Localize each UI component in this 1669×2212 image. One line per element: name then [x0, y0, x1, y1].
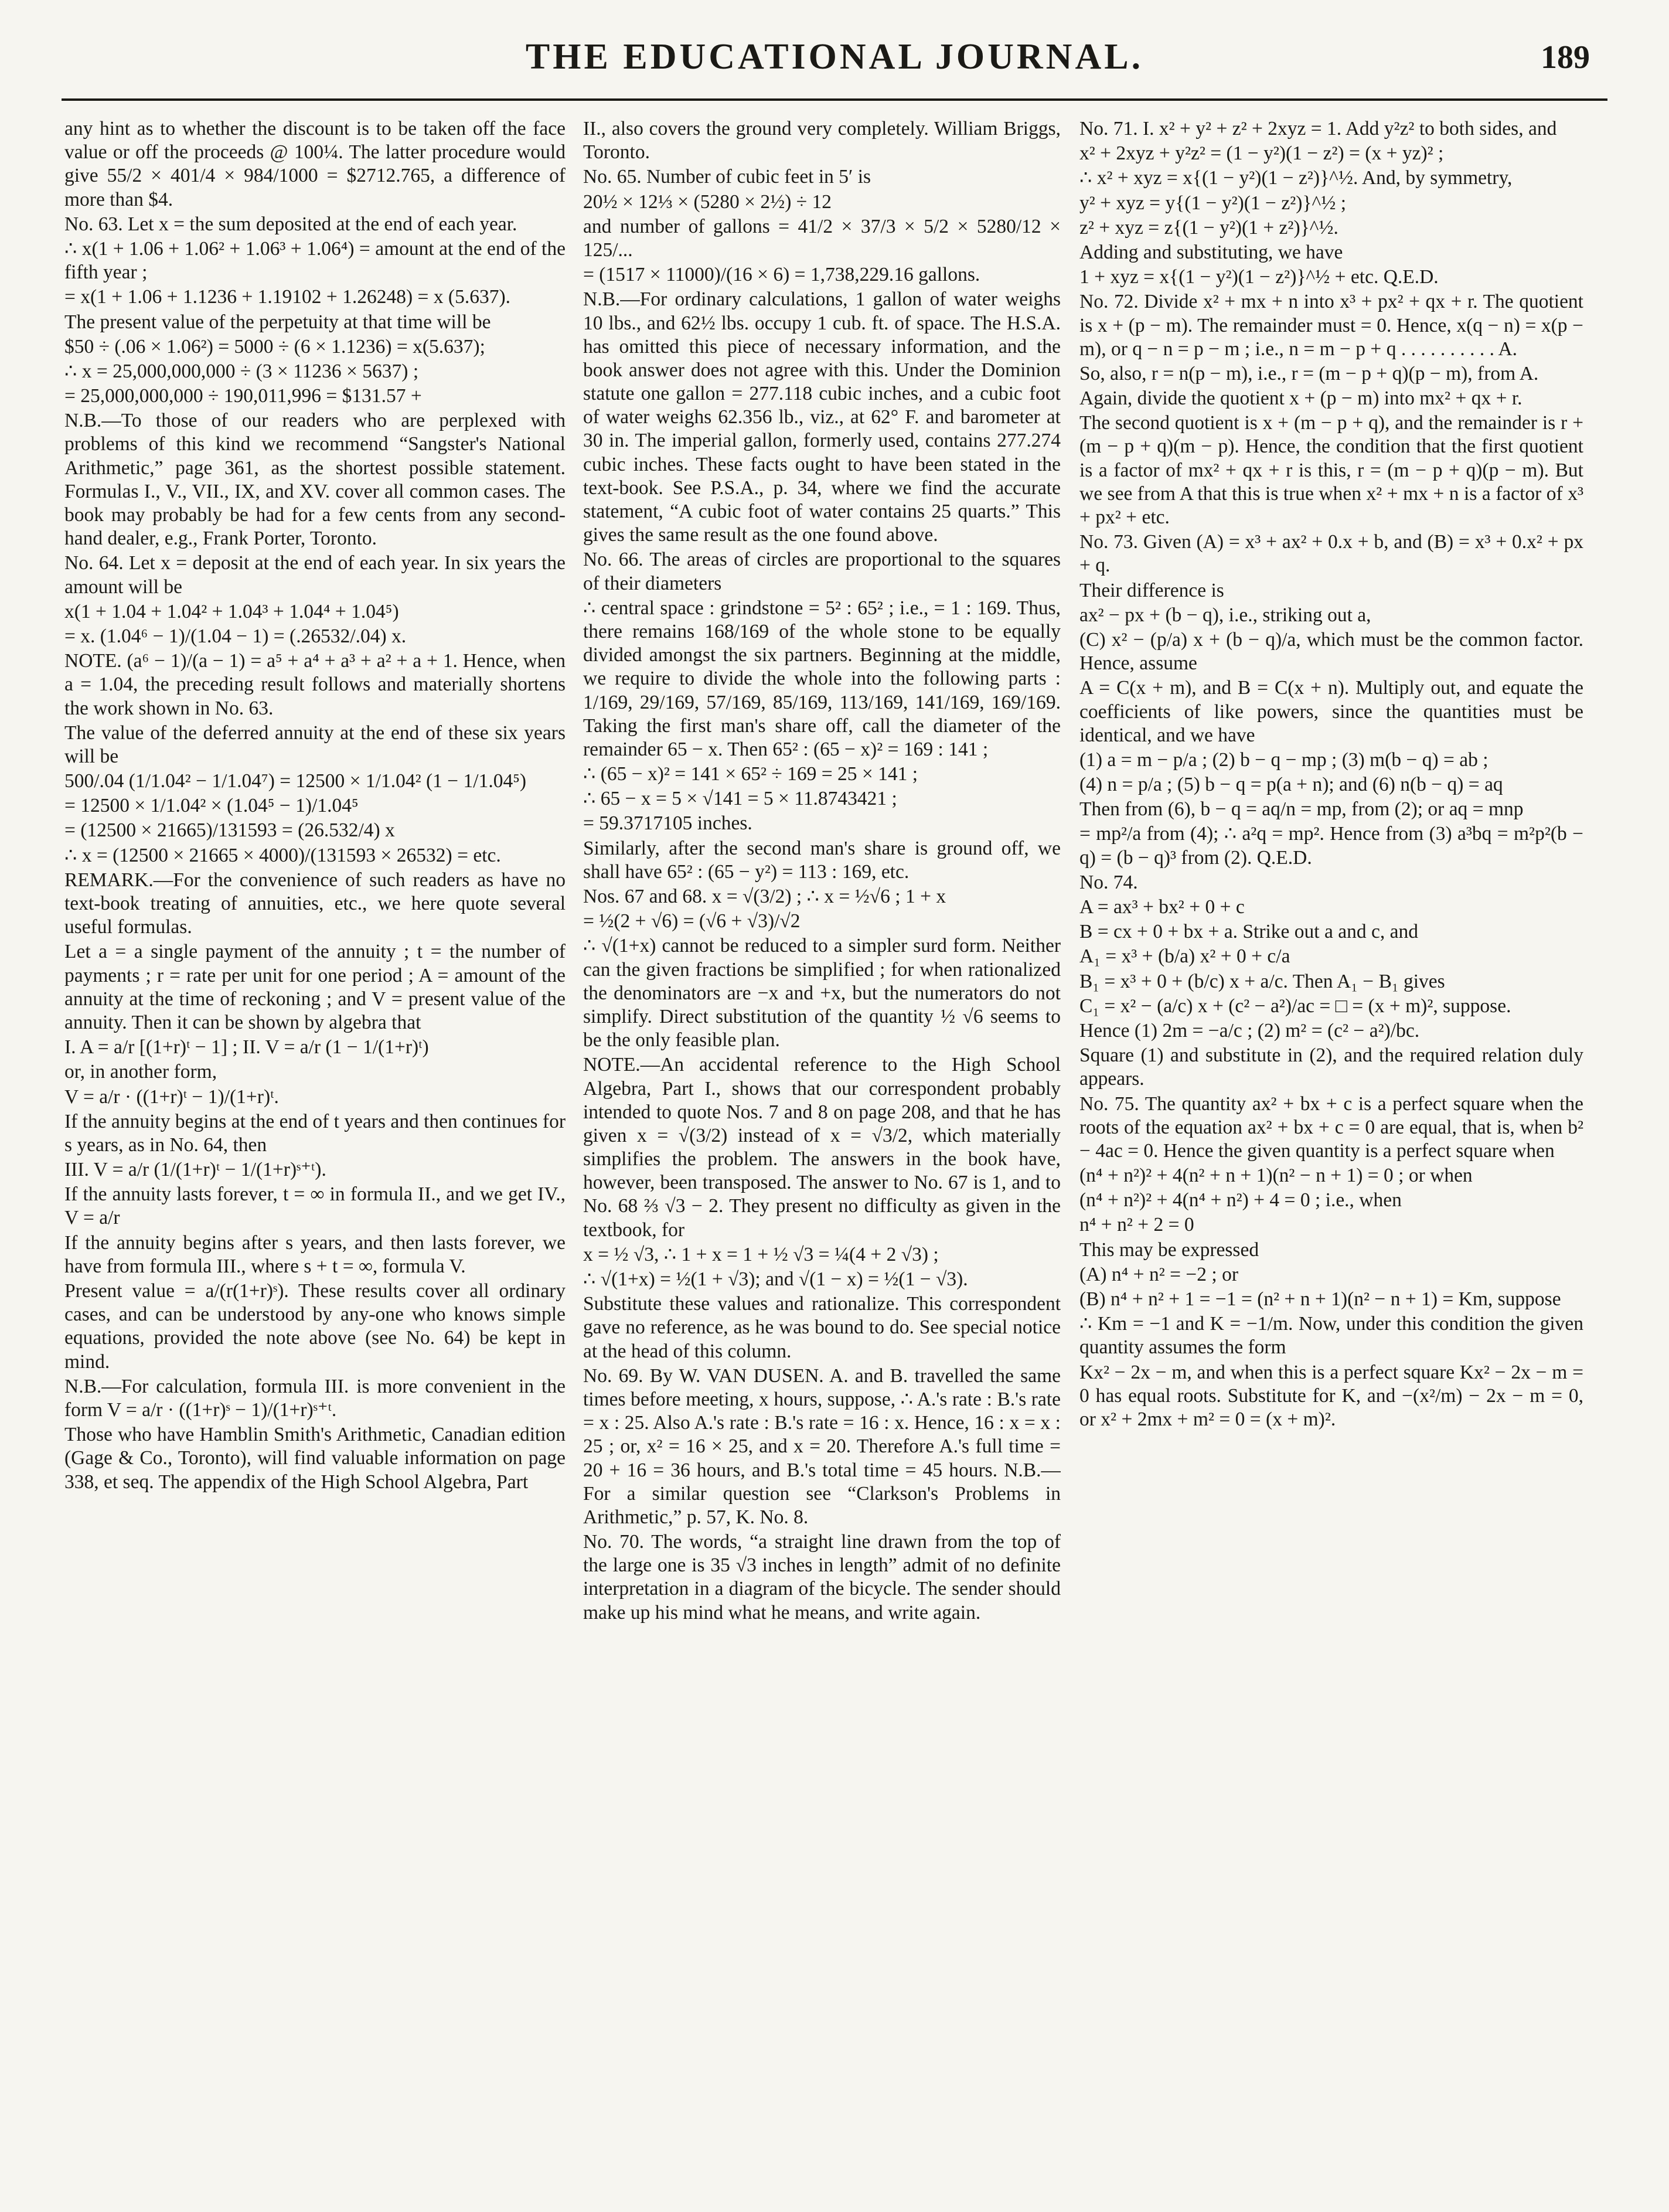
paragraph: ∴ 65 − x = 5 × √141 = 5 × 11.8743421 ; — [583, 788, 897, 810]
paragraph: (n⁴ + n²)² + 4(n² + n + 1)(n² − n + 1) = 0 ; or when — [1079, 1165, 1473, 1187]
paragraph: n⁴ + n² + 2 = 0 — [1079, 1214, 1194, 1236]
paragraph: If the annuity begins after s years, and then lasts forever, we have from formula III., where s + t = ∞, formula V. — [64, 1231, 566, 1277]
paragraph: Those who have Hamblin Smith's Arithmetic, Canadian edition (Gage & Co., Toronto), will find valuable information on page 338, et seq. The appendix of the High School Algebra, Part — [64, 1424, 566, 1493]
paragraph: No. 66. The areas of circles are proportional to the squares of their diameters — [583, 549, 1061, 594]
page-number: 189 — [1541, 39, 1590, 76]
paragraph: and number of gallons = 41/2 × 37/3 × 5/2 × 5280/12 × 125/... — [583, 215, 1061, 261]
paragraph: No. 73. Given (A) = x³ + ax² + 0.x + b, and (B) = x³ + 0.x² + px + q. — [1079, 531, 1583, 577]
paragraph: Similarly, after the second man's share is ground off, we shall have 65² : (65 − y²) = 113 : 169, etc. — [583, 837, 1061, 883]
paragraph: ∴ Km = −1 and K = −1/m. Now, under this condition the given quantity assumes the form — [1079, 1313, 1583, 1359]
paragraph: If the annuity lasts forever, t = ∞ in formula II., and we get IV., V = a/r — [64, 1183, 566, 1229]
paragraph: If the annuity begins at the end of t years and then continues for s years, as in No. 64, then — [64, 1110, 566, 1156]
paragraph: C₁ = x² − (a/c) x + (c² − a²)/ac = □ = (x + m)², suppose. — [1079, 995, 1511, 1017]
journal-title: THE EDUCATIONAL JOURNAL. — [525, 37, 1144, 77]
paragraph: Then from (6), b − q = aq/n = mp, from (2); or aq = mnp — [1079, 798, 1524, 821]
paragraph: The value of the deferred annuity at the end of these six years will be — [64, 722, 566, 767]
paragraph: B = cx + 0 + bx + a. Strike out a and c, and — [1079, 921, 1418, 943]
paragraph: I. A = a/r [(1+r)ᵗ − 1] ; II. V = a/r (1 − 1/(1+r)ᵗ) — [64, 1036, 429, 1059]
paragraph: Again, divide the quotient x + (p − m) into mx² + qx + r. — [1079, 387, 1522, 410]
paragraph: ∴ x(1 + 1.06 + 1.06² + 1.06³ + 1.06⁴) = amount at the end of the fifth year ; — [64, 237, 566, 284]
paragraph: No. 71. I. x² + y² + z² + 2xyz = 1. Add y²z² to both sides, and — [1079, 118, 1557, 139]
text-column-3 — [1079, 117, 1583, 2169]
paragraph: 20½ × 12⅓ × (5280 × 2½) ÷ 12 — [583, 190, 832, 213]
paragraph: The present value of the perpetuity at that time will be — [64, 311, 491, 333]
paragraph: = x(1 + 1.06 + 1.1236 + 1.19102 + 1.26248) = x (5.637). — [64, 286, 510, 308]
paragraph: = 25,000,000,000 ÷ 190,011,996 = $131.57 + — [64, 385, 422, 407]
paragraph: ax² − px + (b − q), i.e., striking out a, — [1079, 604, 1371, 626]
paragraph: ∴ √(1+x) cannot be reduced to a simpler surd form. Neither can the given fractions be simplified ; for when rationalized the denominators are −x and +x, but the numerators do not simplify. Direct substitution of the quantity ½ √6 seems to be the only feasible plan. — [583, 935, 1061, 1051]
paragraph: Hence (1) 2m = −a/c ; (2) m² = (c² − a²)/bc. — [1079, 1019, 1420, 1042]
paragraph: Kx² − 2x − m, and when this is a perfect square Kx² − 2x − m = 0 has equal roots. Substitute for K, and −(x²/m) − 2x − m = 0, or x² + 2mx + m² = 0 = (x + m)². — [1079, 1361, 1583, 1430]
paragraph: (n⁴ + n²)² + 4(n⁴ + n²) + 4 = 0 ; i.e., when — [1079, 1189, 1402, 1212]
paragraph: x² + 2xyz + y²z² = (1 − y²)(1 − z²) = (x + yz)² ; — [1079, 142, 1444, 165]
paragraph: 1 + xyz = x{(1 − y²)(1 − z²)}^½ + etc. Q.E.D. — [1079, 266, 1439, 288]
paragraph: x = ½ √3, ∴ 1 + x = 1 + ½ √3 = ¼(4 + 2 √3) ; — [583, 1243, 939, 1265]
paragraph: Let a = a single payment of the annuity ; t = the number of payments ; r = rate per unit for one period ; A = amount of the annuity at the time of reckoning ; and V = present value of the annuity. Then it can be shown by algebra that — [64, 941, 566, 1033]
paragraph: ∴ x = 25,000,000,000 ÷ (3 × 11236 × 5637) ; — [64, 360, 419, 382]
paragraph: ∴ √(1+x) = ½(1 + √3); and √(1 − x) = ½(1 − √3). — [583, 1268, 968, 1290]
paragraph: N.B.—For calculation, formula III. is more convenient in the form V = a/r · ((1+r)ˢ − 1)/(1+r)ˢ⁺ᵗ. — [64, 1375, 566, 1421]
paragraph: No. 69. By W. VAN DUSEN. A. and B. travelled the same times before meeting, x hours, suppose, ∴ A.'s rate : B.'s rate = x : 25. Also A.'s rate : B.'s rate = 16 : x. Hence, 16 : x = x : 25 ; or, x² = 16 × 25, and x = 20. Therefore A.'s full time = 20 + 16 = 36 hours, and B.'s total time = 45 hours. N.B.—For a similar question see “Clarkson's Problems in Arithmetic,” p. 57, K. No. 8. — [583, 1364, 1061, 1528]
paragraph: No. 64. Let x = deposit at the end of each year. In six years the amount will be — [64, 552, 566, 598]
paragraph: No. 72. Divide x² + mx + n into x³ + px² + qx + r. The quotient is x + (p − m). The remainder must = 0. Hence, x(q − n) = x(p − m), or q − n = p − m ; i.e., n = m − p + q . . . . . . . . . . A. — [1079, 291, 1583, 360]
header-rule — [62, 98, 1607, 101]
paragraph: or, in another form, — [64, 1061, 217, 1083]
paragraph: No. 70. The words, “a straight line drawn from the top of the large one is 35 √3 inches in length” admit of no definite interpretation in a diagram of the bicycle. The sender should make up his mind what he means, and write again. — [583, 1531, 1061, 1624]
paragraph: (1) a = m − p/a ; (2) b − q − mp ; (3) m(b − q) = ab ; — [1079, 748, 1489, 771]
paragraph: = mp²/a from (4); ∴ a²q = mp². Hence from (3) a³bq = m²p²(b − q) = (b − q)³ from (2). Q.E.D. — [1079, 823, 1583, 869]
paragraph: = 59.3717105 inches. — [583, 812, 752, 835]
paragraph: x(1 + 1.04 + 1.04² + 1.04³ + 1.04⁴ + 1.04⁵) — [64, 600, 399, 622]
paragraph: REMARK.—For the convenience of such readers as have no text-book treating of annuities, etc., we here quote several useful formulas. — [64, 869, 566, 938]
paragraph: = (1517 × 11000)/(16 × 6) = 1,738,229.16 gallons. — [583, 264, 980, 286]
paragraph: The second quotient is x + (m − p + q), and the remainder is r + (m − p + q)(m − p). Hence, the condition that the first quotient is a factor of mx² + qx + r is this, r = (m − p + q)(p − m). But we see from A that this is true when x² + mx + n is a factor of x³ + px² + etc. — [1079, 412, 1583, 528]
text-column-2 — [583, 117, 1061, 2169]
paragraph: 500/.04 (1/1.04² − 1/1.04⁷) = 12500 × 1/1.04² (1 − 1/1.04⁵) — [64, 770, 527, 792]
paragraph: Square (1) and substitute in (2), and the required relation duly appears. — [1079, 1044, 1583, 1090]
paragraph: Their difference is — [1079, 579, 1224, 601]
paragraph: No. 65. Number of cubic feet in 5′ is — [583, 166, 871, 188]
paragraph: N.B.—For ordinary calculations, 1 gallon of water weighs 10 lbs., and 62½ lbs. occupy 1 cub. ft. of space. The H.S.A. has omitted this piece of necessary information, and the book answer does not agree with this. Under the Dominion statute one gallon = 277.118 cubic inches, and a cubic foot of water weighs 62.356 lb., viz., at 62° F. and barometer at 30 in. The imperial gallon, formerly used, contains 277.274 cubic inches. These facts ought to have been stated in the text-book. See P.S.A., p. 34, where we find the accurate statement, “A cubic foot of water contains 25 quarts.” This gives the same result as the one found above. — [583, 288, 1061, 546]
paragraph: NOTE. (a⁶ − 1)/(a − 1) = a⁵ + a⁴ + a³ + a² + a + 1. Hence, when a = 1.04, the preceding result follows and materially shortens the work shown in No. 63. — [64, 650, 566, 719]
paragraph: (A) n⁴ + n² = −2 ; or — [1079, 1263, 1238, 1285]
paragraph: z² + xyz = z{(1 − y²)(1 + z²)}^½. — [1079, 216, 1338, 239]
text-column-1 — [64, 117, 566, 2169]
paragraph: II., also covers the ground very completely. William Briggs, Toronto. — [583, 118, 1061, 164]
paragraph: Present value = a/(r(1+r)ˢ). These results cover all ordinary cases, and can be understood by any-one who knows simple equations, provided the note above (see No. 64) be kept in mind. — [64, 1280, 566, 1373]
paragraph: Nos. 67 and 68. x = √(3/2) ; ∴ x = ½√6 ; 1 + x — [583, 886, 946, 907]
paragraph: No. 63. Let x = the sum deposited at the end of each year. — [64, 213, 517, 235]
paragraph: $50 ÷ (.06 × 1.06²) = 5000 ÷ (6 × 1.1236) = x(5.637); — [64, 335, 485, 358]
paragraph: N.B.—To those of our readers who are perplexed with problems of this kind we recommend “Sangster's National Arithmetic,” page 361, as the shortest possible statement. Formulas I., V., VII., IX, and XV. cover all common cases. The book may probably be had for a few cents from any second-hand dealer, e.g., Frank Porter, Toronto. — [64, 410, 566, 550]
paragraph: ∴ x² + xyz = x{(1 − y²)(1 − z²)}^½. And, by symmetry, — [1079, 167, 1513, 189]
paragraph: any hint as to whether the discount is to be taken off the face value or off the proceeds @ 100¼. The latter procedure would give 55/2 × 401/4 × 984/1000 = $2712.765, a difference of more than $4. — [64, 118, 566, 210]
paragraph: = 12500 × 1/1.04² × (1.04⁵ − 1)/1.04⁵ — [64, 795, 359, 817]
paragraph: ∴ x = (12500 × 21665 × 4000)/(131593 × 26532) = etc. — [64, 844, 501, 866]
paragraph: = ½(2 + √6) = (√6 + √3)/√2 — [583, 910, 801, 933]
page-header — [0, 36, 1669, 89]
paragraph: y² + xyz = y{(1 − y²)(1 − z²)}^½ ; — [1079, 192, 1346, 214]
paragraph: This may be expressed — [1079, 1238, 1259, 1261]
paragraph: V = a/r · ((1+r)ᵗ − 1)/(1+r)ᵗ. — [64, 1085, 279, 1108]
paragraph: NOTE.—An accidental reference to the High School Algebra, Part I., shows that our correspondent probably intended to quote Nos. 7 and 8 on page 208, and that he has given x = √(3/2) instead of x = √3/2, which materially simplifies the problem. The answers in the book have, however, been transposed. The answer to No. 67 is 1, and to No. 68 ⅔ √3 − 2. They present no difficulty as given in the textbook, for — [583, 1054, 1061, 1241]
paragraph: (4) n = p/a ; (5) b − q = p(a + n); and (6) n(b − q) = aq — [1079, 774, 1503, 796]
paragraph: (B) n⁴ + n² + 1 = −1 = (n² + n + 1)(n² − n + 1) = Km, suppose — [1079, 1288, 1561, 1310]
paragraph: No. 74. — [1079, 871, 1138, 893]
paragraph: B₁ = x³ + 0 + (b/c) x + a/c. Then A₁ − B₁ gives — [1079, 970, 1445, 992]
paragraph: Adding and substituting, we have — [1079, 241, 1343, 263]
paragraph: = (12500 × 21665)/131593 = (26.532/4) x — [64, 819, 395, 842]
paragraph: So, also, r = n(p − m), i.e., r = (m − p + q)(p − m), from A. — [1079, 362, 1539, 384]
paragraph: ∴ central space : grindstone = 5² : 65² ; i.e., = 1 : 169. Thus, there remains 168/169 of the whole stone to be equally divided amongst the six partners. Beginning at the middle, we require to divide the whole into the following parts : 1/169, 29/169, 57/169, 85/169, 113/169, 141/169, 169/169. Taking the first man's share off, call the diameter of the remainder 65 − x. Then 65² : (65 − x)² = 169 : 141 ; — [583, 597, 1061, 760]
paragraph: Substitute these values and rationalize. This correspondent gave no reference, as he was bound to do. See special notice at the head of this column. — [583, 1293, 1061, 1362]
paragraph: A = C(x + m), and B = C(x + n). Multiply out, and equate the coefficients of like powers, since the quantities must be identical, and we have — [1079, 677, 1583, 746]
paragraph: III. V = a/r (1/(1+r)ᵗ − 1/(1+r)ˢ⁺ᵗ). — [64, 1159, 326, 1181]
paragraph: ∴ (65 − x)² = 141 × 65² ÷ 169 = 25 × 141 ; — [583, 763, 918, 785]
paragraph: A₁ = x³ + (b/a) x² + 0 + c/a — [1079, 945, 1290, 968]
paragraph: = x. (1.04⁶ − 1)/(1.04 − 1) = (.26532/.04) x. — [64, 625, 407, 647]
paragraph: (C) x² − (p/a) x + (b − q)/a, which must be the common factor. Hence, assume — [1079, 628, 1583, 675]
paragraph: No. 75. The quantity ax² + bx + c is a perfect square when the roots of the equation ax² + bx + c = 0 are equal, that is, when b² − 4ac = 0. Hence the given quantity is a perfect square when — [1079, 1093, 1583, 1162]
paragraph: A = ax³ + bx² + 0 + c — [1079, 896, 1245, 918]
